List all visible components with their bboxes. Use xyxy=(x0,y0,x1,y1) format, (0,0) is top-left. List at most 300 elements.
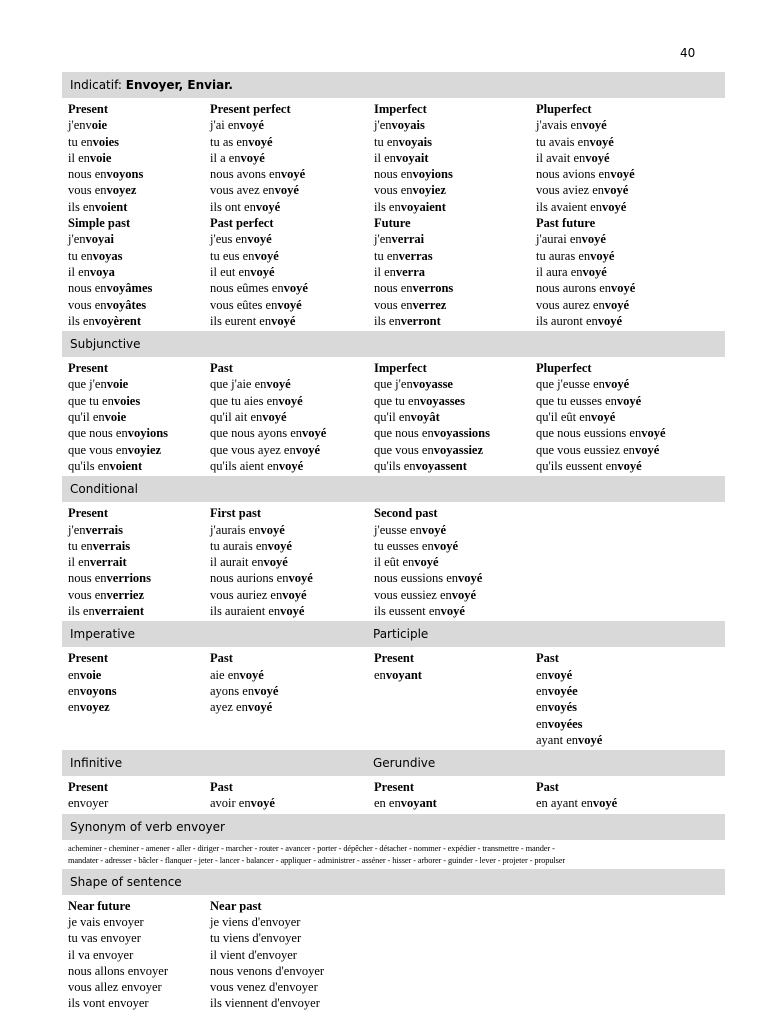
verb-ending: voyé xyxy=(591,410,616,425)
tense-block xyxy=(68,505,210,619)
verb-ending: verraient xyxy=(94,604,145,619)
verb-stem: vous en xyxy=(68,297,107,312)
verb-stem: tu as en xyxy=(210,134,249,149)
verb-stem: en xyxy=(536,700,548,715)
verb-ending: voyé xyxy=(271,313,296,328)
verb-stem: que j'en xyxy=(68,377,107,392)
tense-heading: Present xyxy=(68,102,109,116)
verb-stem: en ayant en xyxy=(536,796,593,811)
conjugation-line xyxy=(374,554,536,570)
conjugation-line xyxy=(68,458,210,474)
verb-ending: voyé xyxy=(634,442,660,457)
verb-stem: que nous ayons en xyxy=(210,426,302,441)
conjugation-line xyxy=(210,231,374,247)
conjugation-line xyxy=(210,587,374,603)
verb-stem: j'en xyxy=(374,232,392,247)
verb-stem: il a en xyxy=(210,150,241,165)
conjugation-line xyxy=(210,166,374,182)
verb-ending: oie xyxy=(91,118,108,133)
verb-ending: voyassions xyxy=(433,426,490,441)
verb-stem: envoyer xyxy=(68,796,109,811)
verb-stem: aie en xyxy=(210,667,240,682)
conjugation-line xyxy=(374,376,536,392)
conjugation-line xyxy=(210,117,374,133)
verb-ending: voies xyxy=(113,393,141,408)
conjugation-line xyxy=(210,313,374,329)
verb-ending: voyaient xyxy=(400,199,446,214)
verb-stem: qu'il ait en xyxy=(210,410,263,425)
verb-ending: voyé xyxy=(604,183,629,198)
conjugation-line xyxy=(536,117,731,133)
verb-stem: en xyxy=(536,667,548,682)
verb-ending: voyassiez xyxy=(433,442,484,457)
verb-stem: nous eûmes en xyxy=(210,281,284,296)
verb-ending: voyé xyxy=(440,604,465,619)
tense-heading: Future xyxy=(374,216,411,231)
conjugation-line xyxy=(68,587,210,603)
verb-stem: vous en xyxy=(374,183,413,198)
conjugation-line xyxy=(210,930,374,946)
conjugation-line xyxy=(210,376,374,392)
conjugation-line xyxy=(374,248,536,264)
conjugation-line xyxy=(536,150,731,166)
conjugation-line xyxy=(536,264,731,280)
tense-block xyxy=(374,650,536,748)
conjugation-line xyxy=(210,699,374,715)
conjugation-line xyxy=(536,182,731,198)
conjugation-line xyxy=(68,538,210,554)
verb-ending: voyé xyxy=(254,248,279,263)
tense-heading: Present perfect xyxy=(210,102,291,116)
conjugation-line xyxy=(210,522,374,538)
verb-stem: j'en xyxy=(68,232,86,247)
tense-heading: Past xyxy=(536,651,559,666)
shape-title: Shape of sentence xyxy=(70,874,182,889)
verb-ending: voyé xyxy=(280,167,306,182)
verb-stem: nous en xyxy=(374,281,413,296)
conjugation-line xyxy=(68,963,210,979)
verb-stem: ils auront en xyxy=(536,313,598,328)
verb-stem: qu'ils en xyxy=(374,458,416,473)
tense-block xyxy=(68,650,210,748)
verb-ending: voient xyxy=(94,199,128,214)
tense-heading: Imperfect xyxy=(374,102,427,116)
verb-ending: voie xyxy=(106,377,129,392)
verb-stem: il va envoyer xyxy=(68,947,134,962)
verb-stem: que nous eussions en xyxy=(536,426,642,441)
verb-stem: que vous en xyxy=(374,442,434,457)
verb-ending: voyé xyxy=(262,410,287,425)
verb-stem: j'en xyxy=(374,118,392,133)
verb-ending: voyais xyxy=(398,134,432,149)
verb-ending: voyions xyxy=(127,426,169,441)
verb-stem: vous aurez en xyxy=(536,297,605,312)
conjugation-table xyxy=(62,72,725,1014)
verb-stem: nous venons d'envoyer xyxy=(210,963,325,978)
conjugation-line xyxy=(536,393,731,409)
verb-ending: verrez xyxy=(412,297,447,312)
verb-ending: voyé xyxy=(239,667,264,682)
verb-ending: voyé xyxy=(248,134,273,149)
verb-stem: en xyxy=(68,700,80,715)
verb-stem: que j'en xyxy=(374,377,413,392)
verb-stem: j'env xyxy=(68,118,92,133)
conjugation-line xyxy=(536,683,731,699)
conjugation-line xyxy=(210,995,374,1011)
conjugation-line xyxy=(536,667,731,683)
conjugation-line xyxy=(536,199,731,215)
section-header-shape xyxy=(62,869,725,895)
verb-stem: qu'ils eussent en xyxy=(536,458,618,473)
conjugation-line xyxy=(68,182,210,198)
verb-ending: voyé xyxy=(604,297,630,312)
verb-ending: voie xyxy=(79,667,102,682)
verb-ending: voyé xyxy=(302,426,327,441)
verb-stem: ils viennent d'envoyer xyxy=(210,996,320,1011)
tense-block xyxy=(210,779,374,812)
verb-ending: voyé xyxy=(250,264,275,279)
verb-stem: ayons en xyxy=(210,683,255,698)
conjugation-line xyxy=(68,409,210,425)
section-header-subjunctive xyxy=(62,331,725,357)
conjugation-line xyxy=(68,376,210,392)
verb-stem: vous venez d'envoyer xyxy=(210,980,318,995)
tense-block xyxy=(374,360,536,474)
verb-ending: voyé xyxy=(267,538,292,553)
verb-stem: en xyxy=(374,667,386,682)
verb-ending: voyez xyxy=(106,183,137,198)
conjugation-line xyxy=(68,554,210,570)
conjugation-line xyxy=(374,150,536,166)
tense-block xyxy=(536,215,731,329)
verb-stem: tu eus en xyxy=(210,248,255,263)
verb-ending: voyé xyxy=(582,118,607,133)
verb-stem: qu'il eût en xyxy=(536,410,592,425)
section-header-imperative-participle xyxy=(62,621,725,647)
tense-heading: Second past xyxy=(374,506,438,521)
verb-stem: ayez en xyxy=(210,700,248,715)
conjugation-line xyxy=(536,425,731,441)
conjugation-line xyxy=(374,297,536,313)
verb-stem: nous en xyxy=(68,281,107,296)
tense-block xyxy=(68,101,210,215)
verb-ending: verra xyxy=(395,264,426,279)
verb-stem: ils eurent en xyxy=(210,313,272,328)
participle-title: Participle xyxy=(373,627,429,642)
conjugation-line xyxy=(374,570,536,586)
tense-heading: Imperfect xyxy=(374,361,427,376)
synonyms-line: acheminer - cheminer - amener - aller - diriger - marcher - router - avancer - porter - dépêcher - détacher - nommer - expédier - transmettre - mander - xyxy=(68,843,555,853)
conjugation-line xyxy=(374,117,536,133)
synonyms-list xyxy=(62,840,725,869)
verb-stem: que vous ayez en xyxy=(210,442,296,457)
imperative-participle-grid xyxy=(62,647,725,750)
verb-ending: voyez xyxy=(79,700,110,715)
verb-ending: voyé xyxy=(288,571,313,586)
conjugation-line xyxy=(68,442,210,458)
verb-ending: voyé xyxy=(604,377,630,392)
conjugation-line xyxy=(374,264,536,280)
conjugation-line xyxy=(374,442,536,458)
conjugation-line xyxy=(536,134,731,150)
verb-ending: verrait xyxy=(89,555,127,570)
tense-block xyxy=(210,101,374,215)
conjugation-line xyxy=(210,409,374,425)
conjugation-line xyxy=(68,699,210,715)
conjugation-line xyxy=(210,603,374,619)
verb-stem: tu eusses en xyxy=(374,538,434,553)
verb-ending: voyas xyxy=(92,248,123,263)
verb-stem: tu en xyxy=(68,538,93,553)
conjugation-line xyxy=(536,795,731,811)
verb-ending: voyé xyxy=(250,796,275,811)
conjugation-line xyxy=(68,603,210,619)
tense-block xyxy=(210,360,374,474)
conjugation-line xyxy=(210,979,374,995)
conjugation-line xyxy=(374,313,536,329)
verb-ending: voyé xyxy=(240,150,265,165)
shape-grid xyxy=(62,895,725,1014)
verb-ending: verront xyxy=(400,313,441,328)
verb-stem: que nous en xyxy=(68,426,128,441)
verb-ending: voyé xyxy=(274,183,299,198)
conjugation-line xyxy=(68,248,210,264)
conjugation-line xyxy=(374,667,536,683)
verb-ending: voyant xyxy=(400,796,437,811)
tense-block xyxy=(536,360,731,474)
verb-stem: qu'il en xyxy=(68,410,105,425)
verb-ending: voyâtes xyxy=(106,297,147,312)
conjugation-line xyxy=(210,458,374,474)
tense-block xyxy=(536,101,731,215)
tense-heading: Present xyxy=(68,651,109,666)
conjugation-line xyxy=(210,425,374,441)
conjugation-line xyxy=(374,458,536,474)
verb-ending: voyées xyxy=(547,716,583,731)
conditional-grid xyxy=(62,502,725,621)
verb-stem: tu avais en xyxy=(536,134,590,149)
verb-ending: verrais xyxy=(92,538,131,553)
verb-stem: ils en xyxy=(68,199,95,214)
conjugation-line xyxy=(536,732,731,748)
conjugation-line xyxy=(68,313,210,329)
verb-stem: tu en xyxy=(68,248,93,263)
conjugation-line xyxy=(374,795,536,811)
tense-heading: Present xyxy=(374,651,415,666)
verb-ending: voyé xyxy=(433,538,459,553)
verb-stem: il eût en xyxy=(374,555,415,570)
verb-ending: verriez xyxy=(106,587,145,602)
conjugation-line xyxy=(374,199,536,215)
verb-stem: qu'ils aient en xyxy=(210,458,279,473)
verb-ending: voyé xyxy=(277,297,302,312)
verb-stem: nous en xyxy=(68,167,107,182)
verb-ending: voyassent xyxy=(415,458,467,473)
tense-block xyxy=(210,898,374,1012)
verb-ending: voyé xyxy=(582,264,607,279)
verb-ending: verrons xyxy=(412,281,454,296)
verb-stem: qu'ils en xyxy=(68,458,110,473)
infinitive-title: Infinitive xyxy=(70,756,123,771)
verb-stem: que vous en xyxy=(68,442,128,457)
conjugation-line xyxy=(68,570,210,586)
tense-heading: Present xyxy=(68,506,109,521)
conjugation-line xyxy=(68,947,210,963)
verb-ending: voyé xyxy=(282,587,307,602)
verb-ending: voyé xyxy=(239,118,264,133)
tense-heading: Present xyxy=(68,780,109,795)
conjugation-line xyxy=(210,442,374,458)
tense-block xyxy=(536,779,731,812)
section-header-conditional xyxy=(62,476,725,502)
verb-ending: voyé xyxy=(260,522,285,537)
verb-ending: voyé xyxy=(578,732,603,747)
verb-stem: ils ont en xyxy=(210,199,256,214)
verb-stem: nous aurons en xyxy=(536,281,611,296)
verb-stem: qu'il en xyxy=(374,410,411,425)
tense-heading: Past xyxy=(210,361,233,376)
verb-stem: il aura en xyxy=(536,264,583,279)
conjugation-line xyxy=(374,166,536,182)
verb-stem: j'avais en xyxy=(536,118,583,133)
tense-heading: Present xyxy=(374,780,415,795)
conjugation-line xyxy=(68,683,210,699)
verb-ending: voyé xyxy=(278,393,303,408)
section-header-infinitive-gerundive xyxy=(62,750,725,776)
conjugation-line xyxy=(210,150,374,166)
verb-ending: voyé xyxy=(263,555,288,570)
conjugation-line xyxy=(374,393,536,409)
verb-stem: ils eussent en xyxy=(374,604,441,619)
tense-heading: Pluperfect xyxy=(536,361,592,376)
tense-heading: Pluperfect xyxy=(536,102,592,116)
verb-ending: voyé xyxy=(592,796,618,811)
conjugation-line xyxy=(536,458,731,474)
verb-ending: voyasse xyxy=(412,377,453,392)
conjugation-line xyxy=(68,667,210,683)
verb-stem: vous aviez en xyxy=(536,183,605,198)
conjugation-line xyxy=(68,425,210,441)
imperative-title: Imperative xyxy=(70,627,136,642)
tense-heading: Past perfect xyxy=(210,216,274,231)
conjugation-line xyxy=(68,150,210,166)
conjugation-line xyxy=(536,313,731,329)
verb-stem: que tu eusses en xyxy=(536,393,617,408)
conjugation-line xyxy=(68,134,210,150)
verb-ending: voyé xyxy=(278,458,304,473)
synonyms-title: Synonym of verb envoyer xyxy=(70,819,225,834)
verb-stem: tu auras en xyxy=(536,248,591,263)
indicative-grid xyxy=(62,98,725,331)
synonyms-line: mandater - adresser - bâcler - flanquer - jeter - lancer - balancer - appliquer - administrer - asséner - hisser - arborer - guinder - lever - projeter - propulser xyxy=(68,855,566,865)
conjugation-line xyxy=(374,587,536,603)
verb-stem: il en xyxy=(68,264,90,279)
tense-block xyxy=(68,215,210,329)
tense-block xyxy=(536,650,731,748)
indicative-title-verb: Envoyer, Enviar. xyxy=(125,78,233,92)
conjugation-line xyxy=(68,297,210,313)
verb-ending: voyé xyxy=(611,281,636,296)
verb-ending: voyé xyxy=(590,248,615,263)
verb-stem: que j'aie en xyxy=(210,377,267,392)
verb-ending: voyé xyxy=(585,150,610,165)
conjugation-line xyxy=(374,280,536,296)
conjugation-line xyxy=(210,248,374,264)
verb-stem: tu en xyxy=(374,134,399,149)
verb-stem: tu en xyxy=(68,134,93,149)
verb-ending: voyai xyxy=(85,232,115,247)
verb-stem: nous avions en xyxy=(536,167,611,182)
verb-stem: en xyxy=(68,667,80,682)
verb-stem: il eut en xyxy=(210,264,251,279)
verb-stem: que tu aies en xyxy=(210,393,279,408)
verb-ending: verrais xyxy=(85,522,124,537)
verb-ending: voyais xyxy=(391,118,425,133)
tense-block xyxy=(68,779,210,812)
tense-block xyxy=(374,101,536,215)
conjugation-line xyxy=(536,376,731,392)
verb-ending: voyé xyxy=(280,604,305,619)
verb-stem: vous auriez en xyxy=(210,587,283,602)
verb-ending: voyant xyxy=(385,667,422,682)
verb-stem: en xyxy=(536,716,548,731)
tense-block xyxy=(374,779,536,812)
conjugation-line xyxy=(374,409,536,425)
verb-ending: voyé xyxy=(266,377,291,392)
conjugation-line xyxy=(210,963,374,979)
verb-ending: voyé xyxy=(641,426,666,441)
verb-ending: voyé xyxy=(597,313,623,328)
verb-ending: voies xyxy=(92,134,120,149)
verb-stem: j'aurais en xyxy=(210,522,261,537)
conjugation-line xyxy=(374,522,536,538)
verb-stem: en en xyxy=(374,796,401,811)
conjugation-line xyxy=(68,393,210,409)
verb-stem: ayant en xyxy=(536,732,578,747)
verb-stem: j'en xyxy=(68,522,86,537)
verb-stem: ils en xyxy=(68,604,95,619)
verb-stem: que j'eusse en xyxy=(536,377,605,392)
conjugation-line xyxy=(210,538,374,554)
verb-stem: ils en xyxy=(374,199,401,214)
tense-heading: Near future xyxy=(68,898,131,913)
verb-stem: tu vas envoyer xyxy=(68,931,141,946)
verb-stem: nous aurions en xyxy=(210,571,289,586)
verb-ending: voyé xyxy=(547,667,573,682)
verb-stem: il en xyxy=(68,150,90,165)
verb-ending: verrai xyxy=(391,232,425,247)
tense-block xyxy=(210,505,374,619)
verb-ending: voya xyxy=(89,264,115,279)
conjugation-line xyxy=(68,199,210,215)
verb-stem: vous avez en xyxy=(210,183,275,198)
verb-stem: nous en xyxy=(374,167,413,182)
conjugation-line xyxy=(68,166,210,182)
tense-heading: Past xyxy=(210,651,233,666)
verb-stem: il vient d'envoyer xyxy=(210,947,297,962)
verb-stem: en xyxy=(68,683,80,698)
verb-ending: voyé xyxy=(601,199,627,214)
verb-stem: que tu en xyxy=(374,393,420,408)
verb-stem: je viens d'envoyer xyxy=(210,914,301,929)
conjugation-line xyxy=(536,297,731,313)
verb-ending: voyiez xyxy=(127,442,162,457)
conjugation-line xyxy=(210,683,374,699)
verb-ending: voyés xyxy=(547,700,577,715)
conjugation-line xyxy=(210,570,374,586)
conjugation-line xyxy=(210,182,374,198)
verb-stem: j'eus en xyxy=(210,232,248,247)
